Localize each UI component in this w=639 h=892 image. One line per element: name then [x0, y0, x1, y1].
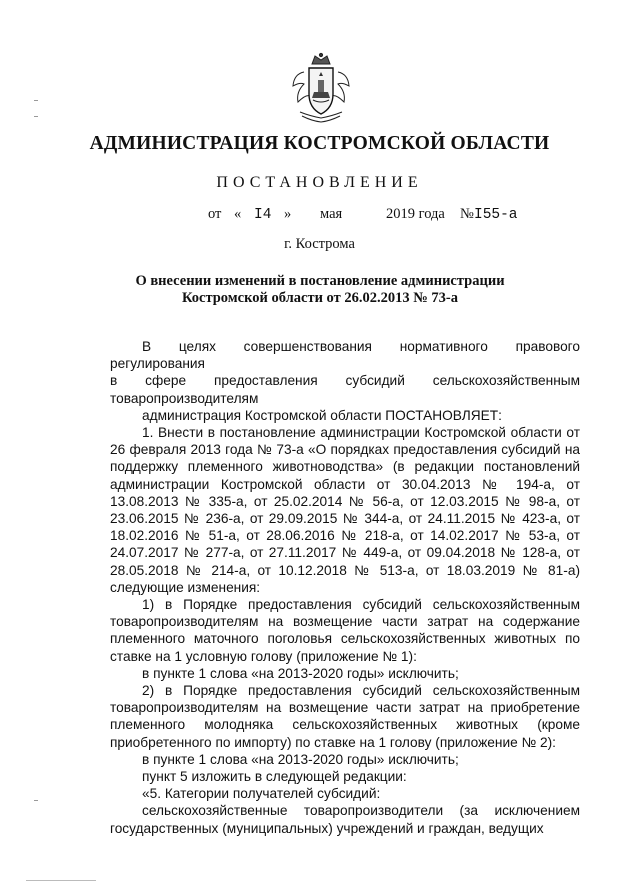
paragraph-point-5: пункт 5 изложить в следующей редакции:	[142, 769, 407, 785]
date-prefix: от	[208, 206, 222, 222]
organization-name: АДМИНИСТРАЦИЯ КОСТРОМСКОЙ ОБЛАСТИ	[89, 133, 550, 154]
title-line-1: О внесении изменений в постановление администрации	[135, 273, 505, 289]
paragraph-resolves: администрация Костромской области ПОСТАНОВЛЯЕТ:	[142, 407, 502, 423]
document-type: ПОСТАНОВЛЕНИЕ	[216, 174, 423, 191]
paragraph-intro-2: в сфере предоставления субсидий сельскохозяйственным	[110, 373, 580, 389]
paragraph-recipients: сельскохозяйственные товаропроизводители (за исключением государственных (муниципальных) учреждений и граждан, ведущих	[110, 803, 580, 836]
date-month: мая	[320, 206, 343, 222]
document-number: I55-а	[474, 207, 518, 223]
document-body	[110, 338, 580, 837]
margin-mark	[34, 100, 38, 101]
number-sign: №	[460, 206, 474, 222]
paragraph-intro-1: В целях совершенствования нормативного правового регулирования	[110, 339, 580, 372]
date-day: I4	[254, 207, 272, 223]
coat-of-arms-emblem	[290, 52, 352, 124]
margin-mark	[34, 800, 38, 801]
title-line-2: Костромской области от 26.02.2013 № 73-а	[181, 290, 459, 306]
quote-open: «	[234, 206, 242, 222]
document-title	[80, 273, 560, 307]
date-year: 2019 года	[386, 206, 445, 222]
paragraph-subitem-1: 1) в Порядке предоставления субсидий сельскохозяйственным товаропроизводителям на возмещение части затрат на содержание племенного маточного поголовья сельскохозяйственных животных по ставке на 1 условную голову (приложение № 1):	[110, 597, 580, 664]
paragraph-subitem-2: 2) в Порядке предоставления субсидий сельскохозяйственным товаропроизводителям на возмещение части затрат на приобретение племенного молодняка сельскохозяйственных животных (кроме приобретенного по импорту) по ставке на 1 голову (приложение № 2):	[110, 683, 580, 750]
city: г. Кострома	[284, 236, 355, 252]
paragraph-subitem-1-change: в пункте 1 слова «на 2013-2020 годы» исключить;	[142, 665, 459, 681]
margin-mark	[34, 116, 38, 117]
paragraph-item-1: 1. Внести в постановление администрации Костромской области от 26 февраля 2013 года № 73-а «О порядках предоставления субсидий на поддержку племенного животноводства» (в редакции постановлений администрации Костромской области от 30.04.2013 № 194-а, от 13.08.2013 № 335-а, от 25.02.2014 № 56-а, от 12.03.2015 № 98-а, от 23.06.2015 № 236-а, от 29.09.2015 № 344-а, от 24.11.2015 № 423-а, от 18.02.2016 № 51-а, от 28.06.2016 № 218-а, от 14.02.2017 № 53-а, от 24.07.2017 № 277-а, от 27.11.2017 № 449-а, от 09.04.2018 № 128-а, от 28.05.2018 № 214-а, от 10.12.2018 № 513-а, от 18.03.2019 № 81-а) следующие изменения:	[110, 425, 580, 595]
paragraph-point-5-heading: «5. Категории получателей субсидий:	[142, 786, 381, 802]
quote-close: »	[284, 206, 292, 222]
paragraph-subitem-2-change: в пункте 1 слова «на 2013-2020 годы» исключить;	[142, 751, 459, 767]
paragraph-intro-3: товаропроизводителям	[110, 390, 259, 406]
bottom-edge-line	[26, 880, 96, 881]
